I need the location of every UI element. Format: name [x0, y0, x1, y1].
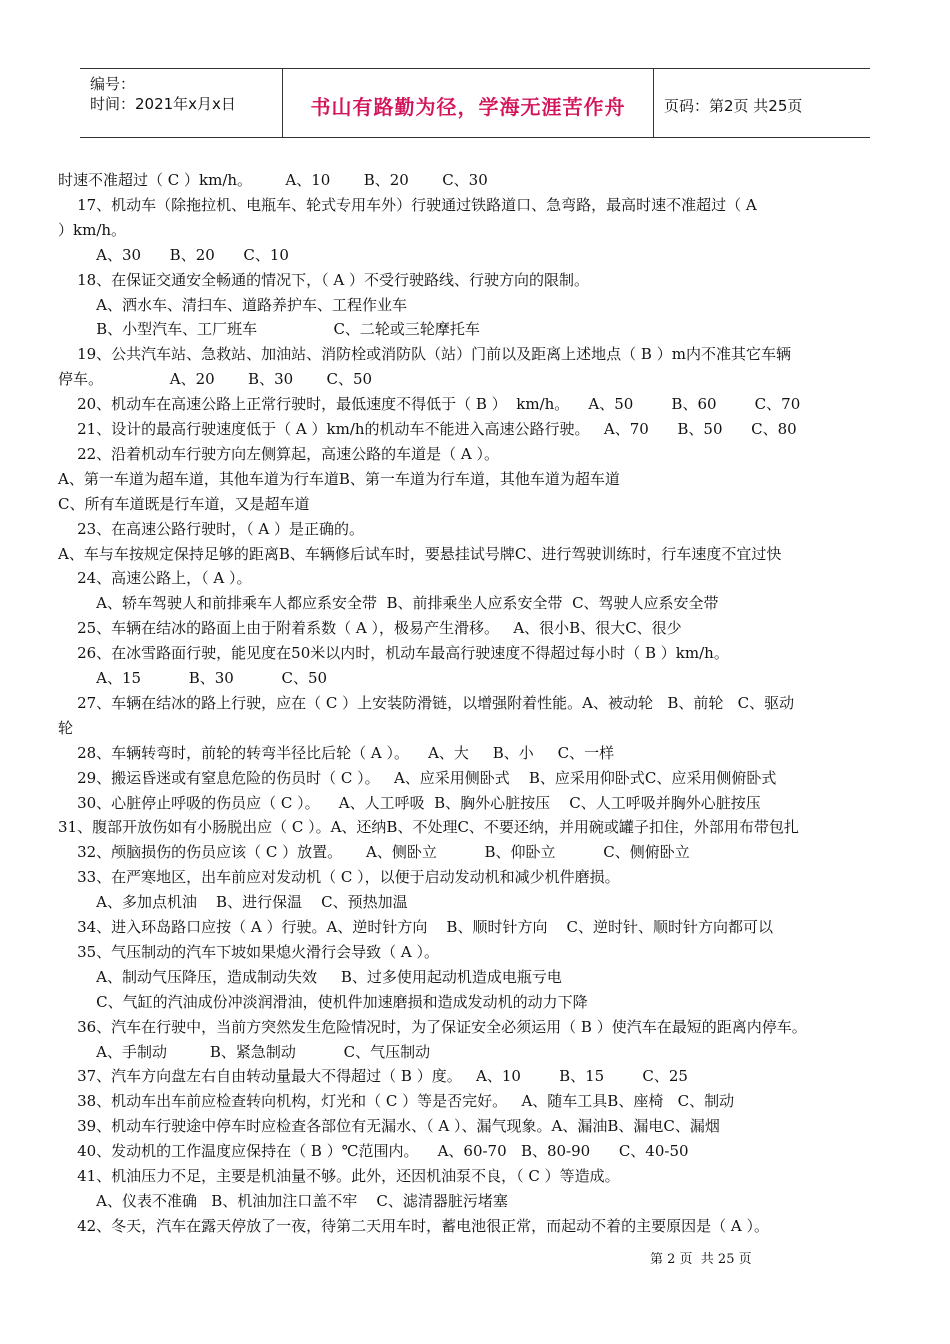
header-motto: 书山有路勤为径，学海无涯苦作舟 [310, 95, 626, 119]
text-line: 42、冬天，汽车在露天停放了一夜，待第二天用车时，蓄电池很正常，而起动不着的主要原因是（ A ）。 [58, 1216, 770, 1235]
text-line: A、手制动 B、紧急制动 C、气压制动 [58, 1042, 431, 1061]
text-line: 29、搬运昏迷或有窒息危险的伤员时（ C ）。 A、应采用侧卧式 B、应采用仰卧式C、应采用侧俯卧式 [58, 768, 777, 787]
text-line: 33、在严寒地区，出车前应对发动机（ C ），以便于启动发动机和减少机件磨损。 [58, 868, 620, 887]
text-line: A、洒水车、清扫车、道路养护车、工程作业车 [58, 295, 407, 314]
text-line: 31、腹部开放伤如有小肠脱出应（ C ）。A、还纳B、不处理C、不要还纳，并用碗或罐子扣住，外部用布带包扎 [58, 818, 799, 837]
header-meta-cell [80, 69, 283, 137]
text-line: 28、车辆转弯时，前轮的转弯半径比后轮（ A ）。 A、大 B、小 C、一样 [58, 743, 615, 762]
text-line: 27、车辆在结冰的路上行驶，应在（ C ）上安装防滑链，以增强附着性能。A、被动轮 B、前轮 C、驱动 [58, 693, 795, 712]
text-line: 19、公共汽车站、急救站、加油站、消防栓或消防队（站）门前以及距离上述地点（ B ）m内不准其它车辆 [58, 345, 791, 364]
text-line: A、仪表不准确 B、机油加注口盖不牢 C、滤清器脏污堵塞 [58, 1191, 508, 1210]
document-date-label: 时间：2021年x月x日 [90, 95, 236, 113]
header-page-number: 页码：第2页 共25页 [664, 97, 803, 115]
text-line: 26、在冰雪路面行驶，能见度在50米以内时，机动车最高行驶速度不得超过每小时（ B ）km/h。 [58, 644, 729, 663]
page-header [80, 68, 870, 138]
header-page-cell [654, 69, 870, 137]
text-line: 38、机动车出车前应检查转向机构，灯光和（ C ）等是否完好。 A、随车工具B、座椅 C、制动 [58, 1092, 735, 1111]
text-line: 20、机动车在高速公路上正常行驶时，最低速度不得低于（ B ） km/h。 A、50 B、60 C、70 [58, 395, 801, 414]
text-line: 30、心脏停止呼吸的伤员应（ C ）。 A、人工呼吸 B、胸外心脏按压 C、人工呼吸并胸外心脏按压 [58, 793, 761, 812]
text-line: A、15 B、30 C、50 [58, 669, 328, 687]
text-line: 22、沿着机动车行驶方向左侧算起，高速公路的车道是（ A ）。 [58, 444, 500, 463]
document-number-label: 编号： [90, 75, 136, 93]
text-line: 32、颅脑损伤的伤员应该（ C ）放置。 A、侧卧立 B、仰卧立 C、侧俯卧立 [58, 843, 690, 862]
text-line: 停车。 A、20 B、30 C、50 [58, 370, 373, 389]
text-line: B、小型汽车、工厂班车 C、二轮或三轮摩托车 [58, 320, 480, 339]
text-line: 17、机动车（除拖拉机、电瓶车、轮式专用车外）行驶通过铁路道口、急弯路，最高时速不准超过（ A [58, 195, 757, 214]
text-line: C、气缸的汽油成份冲淡润滑油，使机件加速磨损和造成发动机的动力下降 [58, 992, 588, 1011]
text-line: 35、气压制动的汽车下坡如果熄火滑行会导致（ A ）。 [58, 942, 440, 961]
text-line: 24、高速公路上，（ A ）。 [58, 569, 252, 588]
text-line: 37、汽车方向盘左右自由转动量最大不得超过（ B ）度。 A、10 B、15 C、25 [58, 1067, 688, 1086]
text-line: 39、机动车行驶途中停车时应检查各部位有无漏水、（ A ）、漏气现象。A、漏油B、漏电C、漏烟 [58, 1117, 720, 1136]
text-line: A、轿车驾驶人和前排乘车人都应系安全带 B、前排乘坐人应系安全带 C、驾驶人应系安全带 [58, 594, 719, 613]
text-line: 36、汽车在行驶中，当前方突然发生危险情况时，为了保证安全必须运用（ B ）使汽车在最短的距离内停车。 [58, 1017, 807, 1036]
header-motto-cell [283, 69, 654, 137]
text-line: A、车与车按规定保持足够的距离B、车辆修后试车时，要悬挂试号牌C、进行驾驶训练时，行车速度不宜过快 [58, 544, 782, 563]
text-line: 21、设计的最高行驶速度低于（ A ）km/h的机动车不能进入高速公路行驶。 A、70 B、50 C、80 [58, 420, 797, 438]
text-line: 40、发动机的工作温度应保持在（ B ）℃范围内。 A、60-70 B、80-90 C、40-50 [58, 1142, 689, 1161]
text-line: 25、车辆在结冰的路面上由于附着系数（ A ），极易产生滑移。 A、很小B、很大C、很少 [58, 619, 682, 638]
text-line: 时速不准超过（ C ）km/h。 A、10 B、20 C、30 [58, 171, 488, 189]
text-line: C、所有车道既是行车道，又是超车道 [58, 494, 310, 513]
text-line: 轮 [58, 718, 74, 737]
text-line: 23、在高速公路行驶时，（ A ）是正确的。 [58, 519, 365, 538]
text-line: A、多加点机油 B、进行保温 C、预热加温 [58, 893, 408, 912]
text-line: 18、在保证交通安全畅通的情况下，（ A ）不受行驶路线、行驶方向的限制。 [58, 270, 590, 289]
page-footer: 第 2 页 共 25 页 [650, 1252, 752, 1267]
text-line: A、30 B、20 C、10 [58, 245, 289, 264]
text-line: A、第一车道为超车道，其他车道为行车道B、第一车道为行车道，其他车道为超车道 [58, 469, 620, 488]
text-line: A、制动气压降压，造成制动失效 B、过多使用起动机造成电瓶亏电 [58, 967, 562, 986]
text-line: ）km/h。 [58, 220, 127, 239]
text-line: 41、机油压力不足，主要是机油量不够。此外，还因机油泵不良，（ C ）等造成。 [58, 1167, 620, 1185]
text-line: 34、进入环岛路口应按（ A ）行驶。A、逆时针方向 B、顺时针方向 C、逆时针、顺时针方向都可以 [58, 918, 774, 936]
